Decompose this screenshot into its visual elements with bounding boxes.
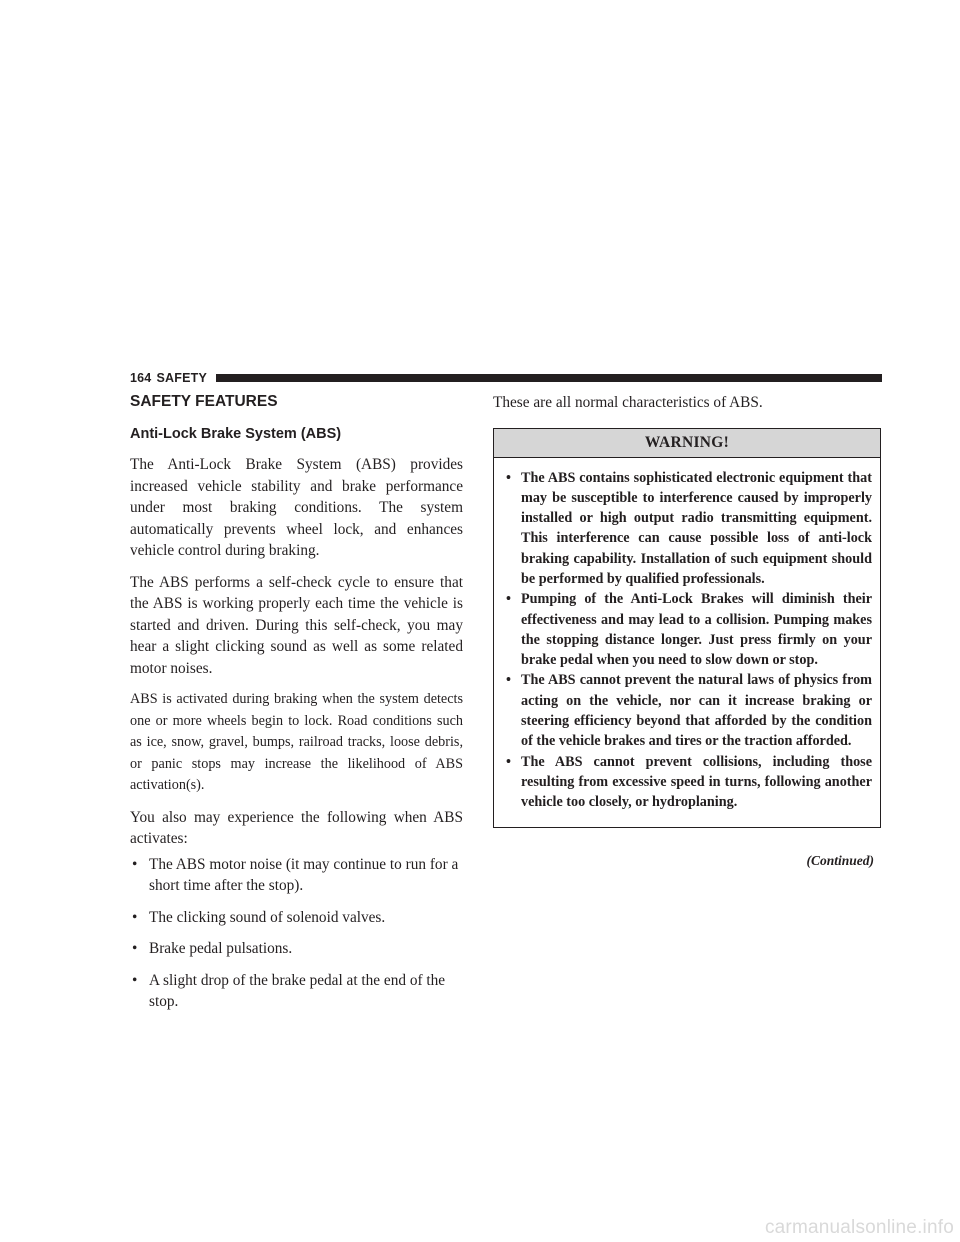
list-item (130, 854, 463, 897)
bullet-icon: • (132, 908, 138, 926)
continued-note: (Continued) (806, 853, 874, 868)
warning-item-text: The ABS cannot prevent the natural laws of physics from acting on the vehicle, nor can it increase braking or steering efficiency beyond that afforded by the condition of the vehicle brakes and tires or the traction afforded. (521, 672, 872, 750)
bullet-icon: • (132, 971, 138, 989)
section-title: SAFETY FEATURES (130, 393, 278, 410)
subsection-title: Anti-Lock Brake System (ABS) (130, 426, 342, 442)
right-column (493, 392, 882, 828)
paragraph-normal-characteristics: These are all normal characteristics of ABS. (493, 394, 763, 411)
warning-heading: WARNING! (494, 429, 880, 458)
paragraph-experience-intro: You also may experience the following when ABS activates: (130, 808, 463, 847)
running-section-title: SAFETY (156, 371, 207, 385)
list-item-text: The clicking sound of solenoid valves. (149, 908, 386, 926)
bullet-icon: • (506, 469, 511, 486)
watermark: carmanualsonline.info (764, 1217, 954, 1238)
page-header (130, 371, 882, 385)
warning-box (493, 428, 881, 828)
warning-item (502, 468, 872, 590)
warning-item (502, 670, 872, 751)
list-item-text: Brake pedal pulsations. (149, 940, 293, 957)
bullet-icon: • (506, 672, 511, 689)
abs-effects-list (130, 854, 463, 1013)
left-column (130, 392, 463, 1013)
list-item (130, 907, 463, 929)
warning-item (502, 589, 872, 670)
bullet-icon: • (132, 855, 138, 873)
page-number: 164 (130, 371, 152, 385)
paragraph-activation: ABS is activated during braking when the system detects one or more wheels begin to lock. Road conditions such as ice, snow, gravel, bumps, railroad tracks, loose debris, or panic stops may increase the likelihood of ABS activation(s). (130, 691, 463, 793)
warning-item-text: The ABS contains sophisticated electronic equipment that may be susceptible to interference caused by improperly installed or high output radio transmitting equipment. This interference can cause possible loss of anti-lock braking capability. Installation of such equipment should be performed by qualified professionals. (521, 469, 872, 587)
header-rule (216, 374, 882, 382)
warning-item-text: The ABS cannot prevent collisions, including those resulting from excessive speed in turns, following another vehicle too closely, or hydroplaning. (521, 753, 872, 811)
warning-item-text: Pumping of the Anti-Lock Brakes will diminish their effectiveness and may lead to a collision. Pumping makes the stopping distance longer. Just press firmly on your brake pedal when you need to slow down or stop. (521, 591, 872, 669)
paragraph-abs-overview: The Anti-Lock Brake System (ABS) provides increased vehicle stability and brake performance under most braking conditions. The system automatically prevents wheel lock, and enhances vehicle control during braking. (130, 456, 463, 559)
bullet-icon: • (132, 940, 138, 957)
list-item-text: A slight drop of the brake pedal at the end of the stop. (149, 971, 446, 1010)
paragraph-self-check: The ABS performs a self-check cycle to ensure that the ABS is working properly each time the vehicle is started and driven. During this self-check, you may hear a slight clicking sound as well as some related motor noises. (130, 573, 463, 677)
warning-list (494, 458, 880, 827)
bullet-icon: • (506, 591, 511, 608)
list-item-text: The ABS motor noise (it may continue to run for a short time after the stop). (149, 855, 459, 894)
list-item (130, 970, 463, 1013)
warning-item (502, 752, 872, 813)
bullet-icon: • (506, 753, 511, 770)
list-item (130, 938, 463, 960)
